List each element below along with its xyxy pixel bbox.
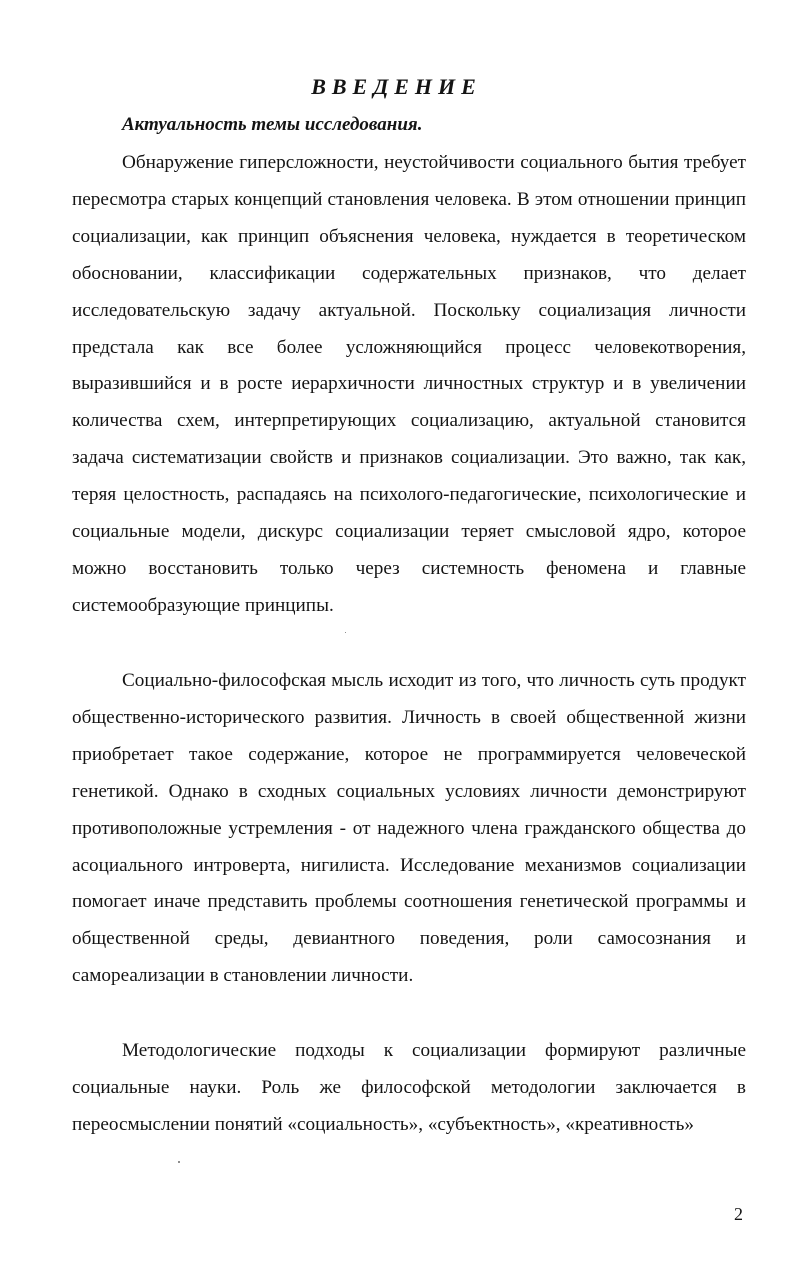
page-title: ВВЕДЕНИЕ — [311, 74, 482, 99]
scan-speck — [178, 1161, 180, 1163]
section-subtitle: Актуальность темы исследования. — [122, 114, 423, 135]
paragraph-social-philosophy: Социально-философская мысль исходит из того, что личность суть продукт общественно-исторического развития. Личность в своей общественной жизни приобретает такое содержание, которое не программируется человеческой генетикой. Однако в сходных социальных условиях личности демонстрируют противоположные устремления - от надежного члена гражданского общества до асоциального интроверта, нигилиста. Исследование механизмов социализации помогает иначе представить проблемы соотношения генетической программы и общественной среды, девиантного поведения, роли самосознания и самореализации в становлении личности. — [72, 670, 746, 987]
page-number: 2 — [734, 1204, 743, 1224]
paragraph-relevance: Обнаружение гиперсложности, неустойчивости социального бытия требует пересмотра старых концепций становления человека. В этом отношении принцип социализации, как принцип объяснения человека, нуждается в теоретическом обосновании, классификации содержательных признаков, что делает исследовательскую задачу актуальной. Поскольку социализация личности предстала как все более усложняющийся процесс человекотворения, выразившийся и в росте иерархичности личностных структур и в увеличении количества схем, интерпретирующих социализацию, актуальной становится задача систематизации свойств и признаков социализации. Это важно, так как, теряя целостность, распадаясь на психолого-педагогические, психологические и социальные модели, дискурс социализации теряет смысловой ядро, которое можно восстановить только через системность феномена и главные системообразующие принципы. — [72, 152, 746, 616]
scan-speck — [345, 632, 346, 633]
paragraph-methodology: Методологические подходы к социализации формируют различные социальные науки. Роль же философской методологии заключается в переосмыслении понятий «социальность», «субъектность», «креативность» — [72, 1040, 746, 1135]
